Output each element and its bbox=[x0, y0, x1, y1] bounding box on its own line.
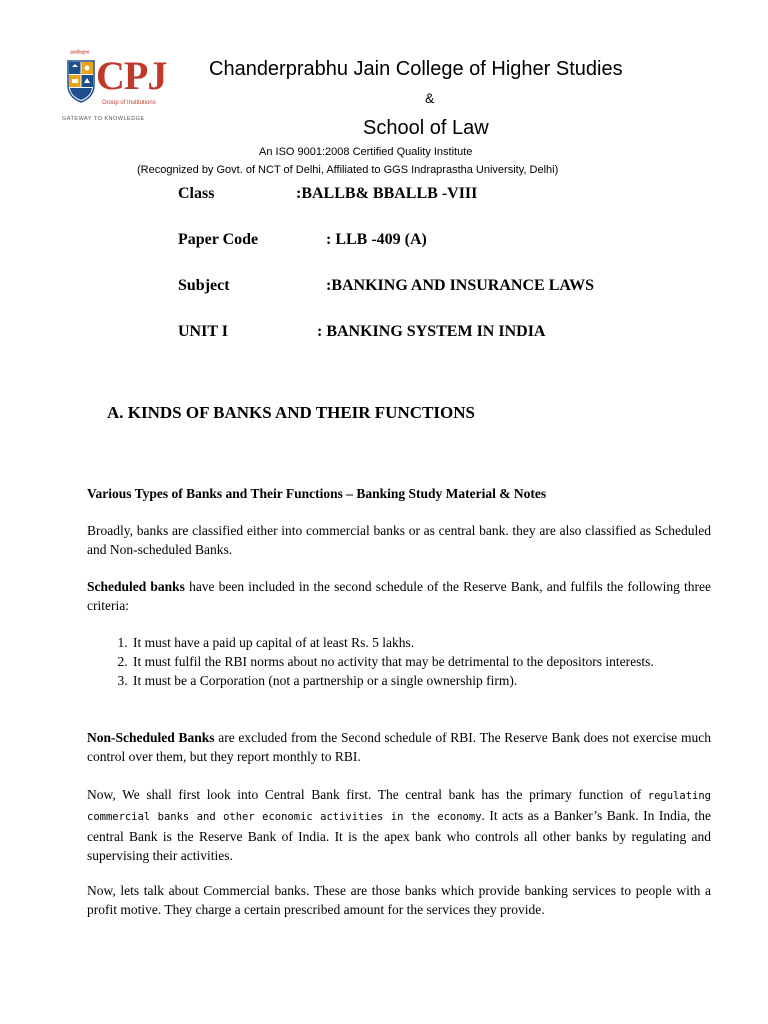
scheduled-banks-term: Scheduled banks bbox=[87, 579, 185, 594]
unit-label: UNIT I bbox=[178, 323, 228, 340]
non-scheduled-banks-term: Non-Scheduled Banks bbox=[87, 730, 215, 745]
class-value: :BALLB& BBALLB -VIII bbox=[296, 185, 478, 202]
unit-value: : BANKING SYSTEM IN INDIA bbox=[317, 323, 546, 340]
paper-code-label: Paper Code bbox=[178, 231, 259, 248]
logo-group-text: Group of Institutions bbox=[102, 100, 156, 106]
scheduled-banks-text: have been included in the second schedule of the Reserve Bank, and fulfils the following three criteria: bbox=[87, 579, 712, 613]
central-bank-text-b: . It acts as a Banker’s Bank. In India, the central Bank is the Reserve Bank of India. It is the apex bank who controls all other banks by regulating and supervising their activities. bbox=[87, 808, 711, 863]
college-logo bbox=[62, 50, 174, 130]
subheading bbox=[87, 484, 711, 503]
logo-tagline: GATEWAY TO KNOWLEDGE bbox=[62, 116, 145, 122]
subject-label: Subject bbox=[178, 277, 230, 294]
logo-tiny-text: ऊपरिग्रहण bbox=[70, 50, 90, 56]
list-item: 2. It must fulfil the RBI norms about no activity that may be detrimental to the depositors interests. bbox=[131, 652, 755, 671]
paragraph-scheduled-banks bbox=[87, 577, 711, 615]
recognition-note: (Recognized by Govt. of NCT of Delhi, Affiliated to GGS Indraprastha University, Delhi) bbox=[137, 164, 559, 176]
school-name: School of Law bbox=[363, 117, 489, 139]
central-bank-text-mono: regulating commercial banks and other economic activities in the economy bbox=[87, 790, 711, 823]
paragraph-classification: Broadly, banks are classified either into commercial banks or as central bank. they are also classified as Scheduled and Non-scheduled Banks. bbox=[87, 523, 711, 557]
subject-value: :BANKING AND INSURANCE LAWS bbox=[326, 277, 595, 294]
iso-certification: An ISO 9001:2008 Certified Quality Institute bbox=[259, 146, 473, 158]
central-bank-text-a: Now, We shall first look into Central Bank first. The central bank has the primary function of bbox=[87, 787, 648, 802]
non-scheduled-banks-text: are excluded from the Second schedule of RBI. The Reserve Bank does not exercise much control over them, but they report monthly to RBI. bbox=[87, 730, 711, 764]
criteria-list bbox=[87, 633, 755, 690]
subheading-text: Various Types of Banks and Their Functions – Banking Study Material & Notes bbox=[87, 486, 547, 501]
paragraph-non-scheduled-banks bbox=[87, 728, 711, 766]
college-name: Chanderprabhu Jain College of Higher Studies bbox=[209, 58, 623, 80]
logo-brand: CPJ bbox=[96, 53, 167, 98]
class-label: Class bbox=[178, 185, 215, 202]
paragraph-central-bank bbox=[87, 785, 711, 865]
paragraph-commercial-banks: Now, lets talk about Commercial banks. These are those banks which provide banking services to people with a profit motive. They charge a certain prescribed amount for the services they provide. bbox=[87, 883, 711, 917]
paper-code-value: : LLB -409 (A) bbox=[326, 231, 427, 248]
shield-icon bbox=[66, 59, 96, 103]
list-item: 3. It must be a Corporation (not a partnership or a single ownership firm). bbox=[131, 671, 755, 690]
list-item: 1. It must have a paid up capital of at least Rs. 5 lakhs. bbox=[131, 633, 755, 652]
ampersand: & bbox=[425, 90, 435, 106]
section-title: A. KINDS OF BANKS AND THEIR FUNCTIONS bbox=[107, 403, 475, 422]
